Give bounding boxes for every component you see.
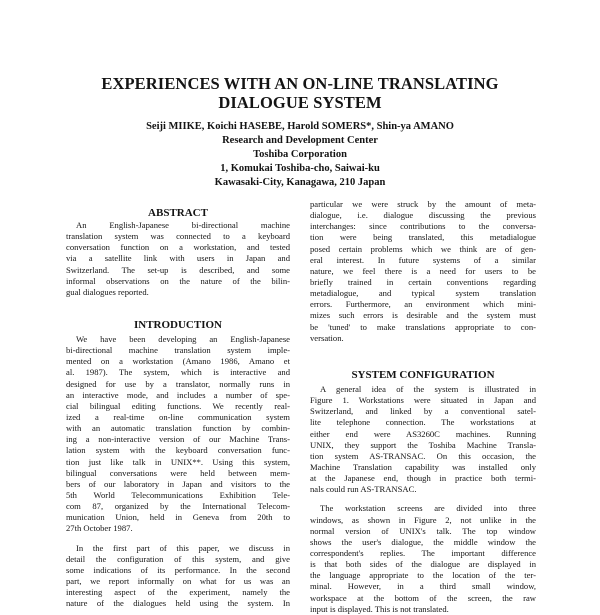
abstract-body [66,220,290,298]
title-line-1: EXPERIENCES WITH AN ON-LINE TRANSLATING [101,74,499,93]
intro-line: ized a real-time on-line communication system [66,411,290,422]
author-names: Seiji MIIKE, Koichi HASEBE, Harold SOMERS*, Shin-ya AMANO [146,121,454,132]
introduction-body [66,334,290,609]
config-line: correspondent's replies. The important difference [310,547,536,558]
right-line: errors. Furthermore, an environment which mini- [310,299,536,310]
intro-line: 27th October 1987. [66,523,133,534]
config-line: minal. However, in a third small window, [310,581,536,592]
intro-line: detail the configuration of this system, and give [66,553,290,564]
intro-line: al. 1987). The system, which is interactive and [66,367,290,378]
right-line: nature, we feel there is a need for users to be [310,265,536,276]
config-line: nals could run AS-TRANSAC. [310,484,417,495]
config-line: windows, as shown in Figure 2, not unlike in the [310,514,536,525]
config-line: UNIX, they support the Toshiba Machine Transla- [310,439,536,450]
intro-line: with an automatic translation function by combin- [66,423,290,434]
intro-continued-body [310,199,536,344]
right-line: tion were being translated, this metadialogue [310,232,536,243]
affiliation-line: Kawasaki-City, Kanagawa, 210 Japan [214,177,386,188]
intro-line: some indications of its performance. In the second [66,564,290,575]
right-line: mizes such errors is desirable and the system must [310,310,536,321]
intro-line: 5th World Telecommunications Exhibition Tele- [66,489,290,500]
abstract-line: conversation function on a workstation, and tested [66,242,290,253]
config-line: at the Japanese end, though in practice both termi- [310,473,536,484]
config-line: input is displayed. This is not translated. [310,603,449,614]
right-line: posed certain problems which we think are of gen- [310,243,536,254]
abstract-line: Switzerland. The set-up is described, and some [66,264,290,275]
abstract-line: translation system was connected to a keyboard [66,231,290,242]
intro-line: com 87, organized by the International Telecom- [66,501,290,512]
right-line: briefly trained in certain conventions regarding [310,276,536,287]
config-line: is that both sides of the dialogue are displayed in [310,559,536,570]
right-line: versation. [310,332,344,343]
abstract-heading: ABSTRACT [148,207,208,219]
right-line: dialogue, i.e. dialogue discussing the previous [310,210,536,221]
config-line: either end were AS3260C machines. Running [310,428,536,439]
introduction-heading: INTRODUCTION [133,319,222,331]
abstract-line: via a satellite link with users in Japan and [66,253,290,264]
intro-line: bers of our laboratory in Japan and visitors to the [66,478,290,489]
intro-line: lation system with the keyboard conversation func- [66,445,290,456]
intro-line: mented on a workstation (Amano 1986, Amano et [66,356,290,367]
affiliation-line: Research and Development Center [222,135,378,146]
system-configuration-heading: SYSTEM CONFIGURATION [351,369,495,381]
intro-line: part, we report informally on what for us was an [66,575,290,586]
config-line: the language appropriate to the location of the ter- [310,570,536,581]
intro-line: bilingual conversations were held between mem- [66,467,290,478]
intro-line: bi-directional machine translation system imple- [66,345,290,356]
intro-line: In the first part of this paper, we discuss in [76,542,290,553]
paper-title [0,74,600,112]
abstract-line: An English-Japanese bi-directional machine [76,220,290,230]
right-line: interchanges: since contributions to the conversa- [310,221,536,232]
config-line: The workstation screens are divided into three [320,503,536,514]
intro-line: an interactive mode, and includes a number of spe- [66,389,290,400]
config-line: Figure 1. Workstations were situated in Japan and [310,395,536,406]
author-block [0,120,600,190]
config-line: shows the user's dialogue, the middle window the [310,536,536,547]
intro-line: cial bilingual editing functions. We recently real- [66,400,290,411]
config-line: normal version of UNIX's talk. The top window [310,525,536,536]
intro-line: nature of the dialogues held using the system. In [66,598,290,609]
config-line: lite telephone connection. The workstations at [310,417,536,428]
config-line: workspace at the bottom of the screen, the raw [310,592,536,603]
intro-line: munication Union, held in Geneva from 20th to [66,512,290,523]
system-configuration-body [310,384,536,615]
intro-line: interesting aspect of the experiment, namely the [66,587,290,598]
intro-line: We have been developing an English-Japanese [76,334,290,344]
intro-line: ing a non-interactive version of our Machine Trans- [66,434,290,445]
right-line: particular we were struck by the amount of meta- [310,199,536,209]
intro-line: tion just like talk in UNIX**. Using this system, [66,456,290,467]
config-line: Machine Translation capability was installed only [310,461,536,472]
title-line-2: DIALOGUE SYSTEM [218,93,382,112]
affiliation-line: Toshiba Corporation [253,149,347,160]
intro-line: designed for use by a translator, normally runs in [66,378,290,389]
config-line: Switzerland, and linked by a conventional satel- [310,406,536,417]
config-line: tion system AS-TRANSAC. On this occasion, the [310,450,536,461]
right-line: be 'tuned' to make translations appropriate to con- [310,321,536,332]
config-line: A general idea of the system is illustrated in [320,384,536,394]
right-line: eral interest. In future systems of a similar [310,254,536,265]
abstract-line: gual dialogues reported. [66,286,149,297]
affiliation-line: 1, Komukai Toshiba-cho, Saiwai-ku [220,163,380,174]
abstract-line: informal observations on the nature of the bilin- [66,275,290,286]
right-line: metadialogue, and typical system translation [310,288,536,299]
